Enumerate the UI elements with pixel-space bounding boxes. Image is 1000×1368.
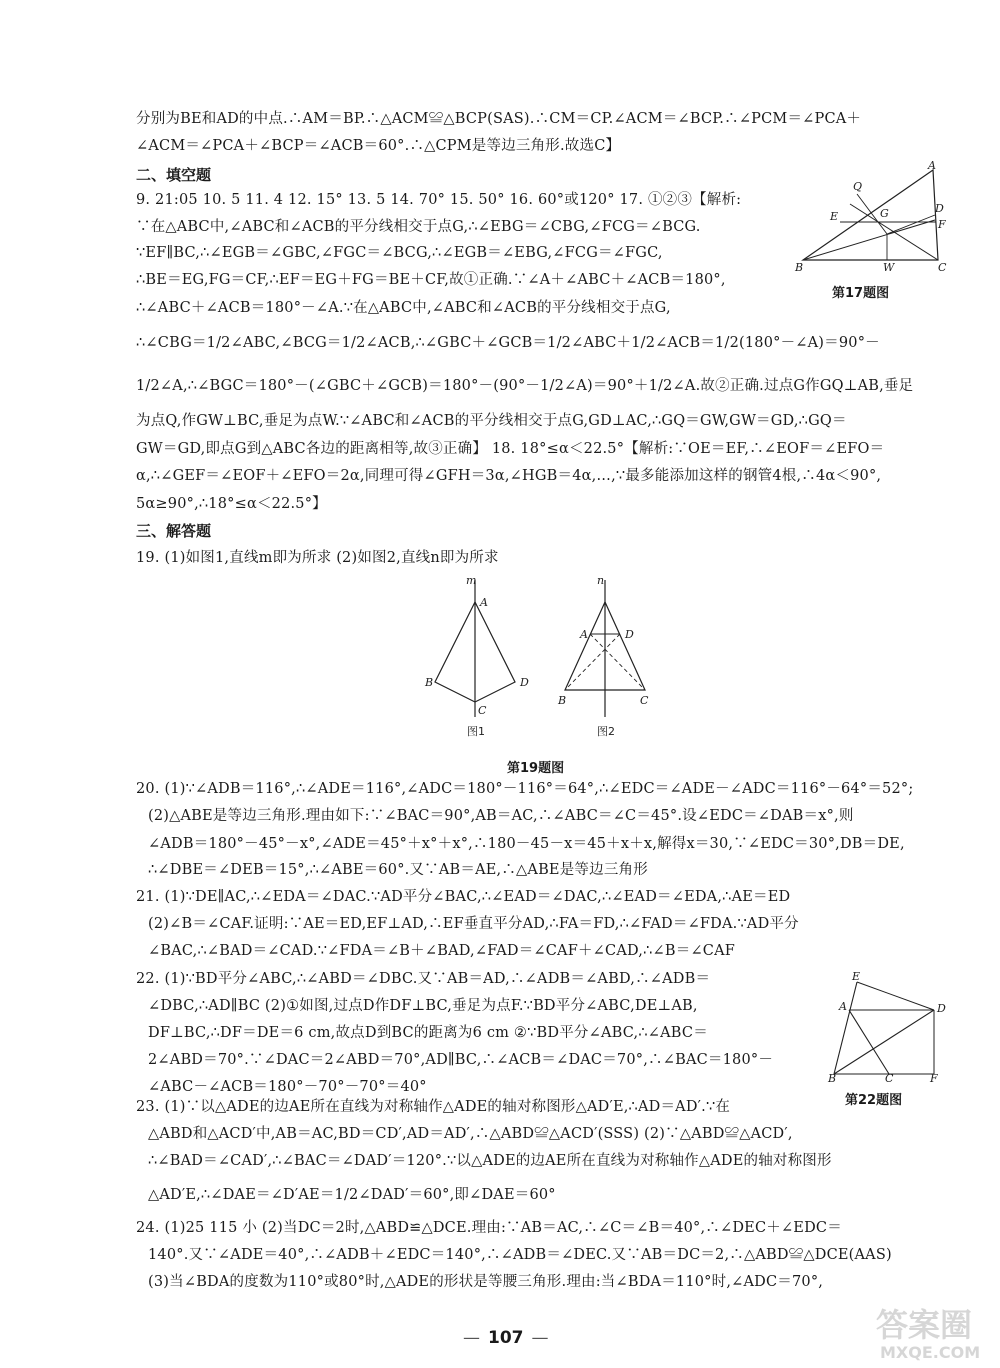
svg-text:D: D	[520, 676, 529, 689]
text-line: ∠DBC,∴AD∥BC (2)①如图,过点D作DF⊥BC,垂足为点F.∵BD平分∠ABC,DE⊥AB,	[148, 998, 698, 1014]
figure-17	[795, 160, 945, 272]
text-line: ∠ADB＝180°－45°－x°,∠ADE＝45°＋x°＋x°,∴180－45－x＝45＋x＋x,解得x＝30,∵∠EDC＝30°,DB＝DE,	[148, 836, 905, 852]
text-line: 24. (1)25 115 小 (2)当DC＝2时,△ABD≌△DCE.理由:∵AB＝AC,∴∠C＝∠B＝40°,∴∠DEC＋∠EDC＝	[136, 1220, 842, 1236]
svg-text:A: A	[928, 159, 936, 172]
text-line: (2)∠B＝∠CAF.证明:∵AE＝ED,EF⊥AD,∴EF垂直平分AD,∴FA＝FD,∴∠FAD＝∠FDA.∵AD平分	[148, 916, 799, 932]
svg-text:B: B	[828, 1072, 837, 1085]
watermark-line2: MXQE.COM	[880, 1343, 981, 1362]
text-line: 140°.又∵∠ADE＝40°,∴∠ADB＋∠EDC＝140°,∴∠ADB＝∠DEC.又∵AB＝DC＝2,∴△ABD≌△DCE(AAS)	[148, 1247, 892, 1263]
figure-22-caption: 第22题图	[845, 1093, 903, 1108]
svg-text:Q: Q	[853, 180, 863, 193]
text-line: ∴BE＝EG,FG＝CF,∴EF＝EG＋FG＝BE＋CF,故①正确.∵∠A＋∠ABC＋∠ACB＝180°,	[136, 272, 726, 288]
svg-text:A: A	[480, 596, 488, 609]
text-line: ∴∠ABC＋∠ACB＝180°－∠A.∵在△ABC中,∠ABC和∠ACB的平分线相交于点G,	[136, 300, 671, 316]
svg-text:D: D	[625, 628, 634, 641]
figure-22	[822, 970, 952, 1085]
text-line: ∴∠BAD＝∠CAD′,∴∠BAC＝∠DAD′＝120°.∵以△ADE的边AE所在直线为对称轴作△ADE的轴对称图形	[148, 1153, 832, 1169]
svg-text:图2: 图2	[597, 725, 615, 738]
figure-19	[420, 572, 670, 747]
text-line: ∠BAC,∴∠BAD＝∠CAD.∵∠FDA＝∠B＋∠BAD,∠FAD＝∠CAF＋∠CAD,∴∠B＝∠CAF	[148, 943, 736, 959]
svg-text:F: F	[938, 218, 946, 231]
svg-text:E: E	[852, 970, 861, 983]
svg-text:A: A	[839, 1000, 847, 1013]
svg-text:D: D	[935, 202, 944, 215]
text-line: 1/2∠A,∴∠BGC＝180°－(∠GBC＋∠GCB)＝180°－(90°－1/2∠A)＝90°＋1/2∠A.故②正确.过点G作GQ⊥AB,垂足	[136, 378, 914, 394]
text-line: 19. (1)如图1,直线m即为所求 (2)如图2,直线n即为所求	[136, 550, 499, 566]
text-line: (3)当∠BDA的度数为110°或80°时,△ADE的形状是等腰三角形.理由:当∠BDA＝110°时,∠ADC＝70°,	[148, 1274, 824, 1290]
text-line: ∠ABC－∠ACB＝180°－70°－70°＝40°	[148, 1079, 427, 1095]
text-line: ∵在△ABC中,∠ABC和∠ACB的平分线相交于点G,∴∠EBG＝∠CBG,∠FCG＝∠BCG.	[136, 219, 701, 235]
text-line: 20. (1)∵∠ADB＝116°,∴∠ADE＝116°,∠ADC＝180°－116°＝64°,∴∠EDC＝∠ADE－∠ADC＝116°－64°＝52°;	[136, 781, 914, 797]
text-line: ∠ACM＝∠PCA＋∠BCP＝∠ACB＝60°.∴△CPM是等边三角形.故选C】	[136, 138, 621, 154]
svg-text:B: B	[795, 261, 804, 274]
svg-text:B: B	[425, 676, 434, 689]
svg-text:F: F	[930, 1072, 938, 1085]
page-number: — 107 —	[463, 1328, 549, 1348]
figure-17-caption: 第17题图	[832, 286, 890, 301]
watermark-line1: 答案圈	[876, 1306, 973, 1344]
svg-text:m: m	[466, 574, 477, 587]
text-line: 分别为BE和AD的中点.∴AM＝BP.∴△ACM≌△BCP(SAS).∴CM＝CP.∠ACM＝∠BCP.∴∠PCM＝∠PCA＋	[136, 111, 862, 127]
svg-text:C: C	[640, 694, 649, 707]
section-heading-answers: 三、解答题	[136, 522, 212, 540]
text-line: (2)△ABE是等边三角形.理由如下:∵∠BAC＝90°,AB＝AC,∴∠ABC＝∠C＝45°.设∠EDC＝∠DAB＝x°,则	[148, 808, 854, 824]
text-line: △AD′E,∴∠DAE＝∠D′AE＝1/2∠DAD′＝60°,即∠DAE＝60°	[148, 1187, 556, 1203]
svg-text:E: E	[830, 210, 839, 223]
figure-19-caption: 第19题图	[507, 761, 565, 776]
svg-text:图1: 图1	[467, 725, 485, 738]
svg-text:C: C	[885, 1072, 894, 1085]
text-line: 21. (1)∵DE∥AC,∴∠EDA＝∠DAC.∵AD平分∠BAC,∴∠EAD＝∠DAC,∴∠EAD＝∠EDA,∴AE＝ED	[136, 889, 791, 905]
text-line: ∴∠DBE＝∠DEB＝15°,∴∠ABE＝60°.又∵AB＝AE,∴△ABE是等边三角形	[148, 862, 648, 878]
text-line: 2∠ABD＝70°.∵∠DAC＝2∠ABD＝70°,AD∥BC,∴∠ACB＝∠DAC＝70°,∴∠BAC＝180°－	[148, 1052, 774, 1068]
text-line: 9. 21:05 10. 5 11. 4 12. 15° 13. 5 14. 70° 15. 50° 16. 60°或120° 17. ①②③【解析:	[136, 192, 742, 208]
svg-text:G: G	[880, 207, 889, 220]
svg-text:B: B	[558, 694, 567, 707]
svg-text:n: n	[597, 574, 605, 587]
text-line: 5α≥90°,∴18°≤α＜22.5°】	[136, 496, 327, 512]
svg-text:C: C	[478, 704, 487, 717]
text-line: ∵EF∥BC,∴∠EGB＝∠GBC,∠FGC＝∠BCG,∴∠EGB＝∠EBG,∠FCG＝∠FGC,	[136, 245, 663, 261]
text-line: 22. (1)∵BD平分∠ABC,∴∠ABD＝∠DBC.又∵AB＝AD,∴∠ADB＝∠ABD,∴∠ADB＝	[136, 971, 711, 987]
page-number-value: 107	[488, 1328, 524, 1348]
text-line: 23. (1)∵以△ADE的边AE所在直线为对称轴作△ADE的轴对称图形△AD′E,∴AD＝AD′.∵在	[136, 1099, 731, 1115]
svg-text:A: A	[580, 628, 588, 641]
text-line: DF⊥BC,∴DF＝DE＝6 cm,故点D到BC的距离为6 cm ②∵BD平分∠ABC,∴∠ABC＝	[148, 1025, 708, 1041]
section-heading-fill-blank: 二、填空题	[136, 166, 212, 184]
text-line: 为点Q,作GW⊥BC,垂足为点W.∵∠ABC和∠ACB的平分线相交于点G,GD⊥AC,∴GQ＝GW,GW＝GD,∴GQ＝	[136, 413, 847, 429]
svg-text:D: D	[937, 1002, 946, 1015]
svg-text:W: W	[883, 261, 895, 274]
text-line: α,∴∠GEF＝∠EOF＋∠EFO＝2α,同理可得∠GFH＝3α,∠HGB＝4α,…,∵最多能添加这样的钢管4根,∴4α＜90°,	[136, 468, 882, 484]
text-line: ∴∠CBG＝1/2∠ABC,∠BCG＝1/2∠ACB,∴∠GBC＋∠GCB＝1/2∠ABC＋1/2∠ACB＝1/2(180°－∠A)＝90°－	[136, 335, 880, 351]
watermark-logo	[872, 1296, 992, 1362]
text-line: △ABD和△ACD′中,AB＝AC,BD＝CD′,AD＝AD′,∴△ABD≌△ACD′(SSS) (2)∵△ABD≌△ACD′,	[148, 1126, 793, 1142]
text-line: GW＝GD,即点G到△ABC各边的距离相等,故③正确】 18. 18°≤α＜22.5°【解析:∵OE＝EF,∴∠EOF＝∠EFO＝	[136, 441, 885, 457]
svg-text:C: C	[938, 261, 947, 274]
